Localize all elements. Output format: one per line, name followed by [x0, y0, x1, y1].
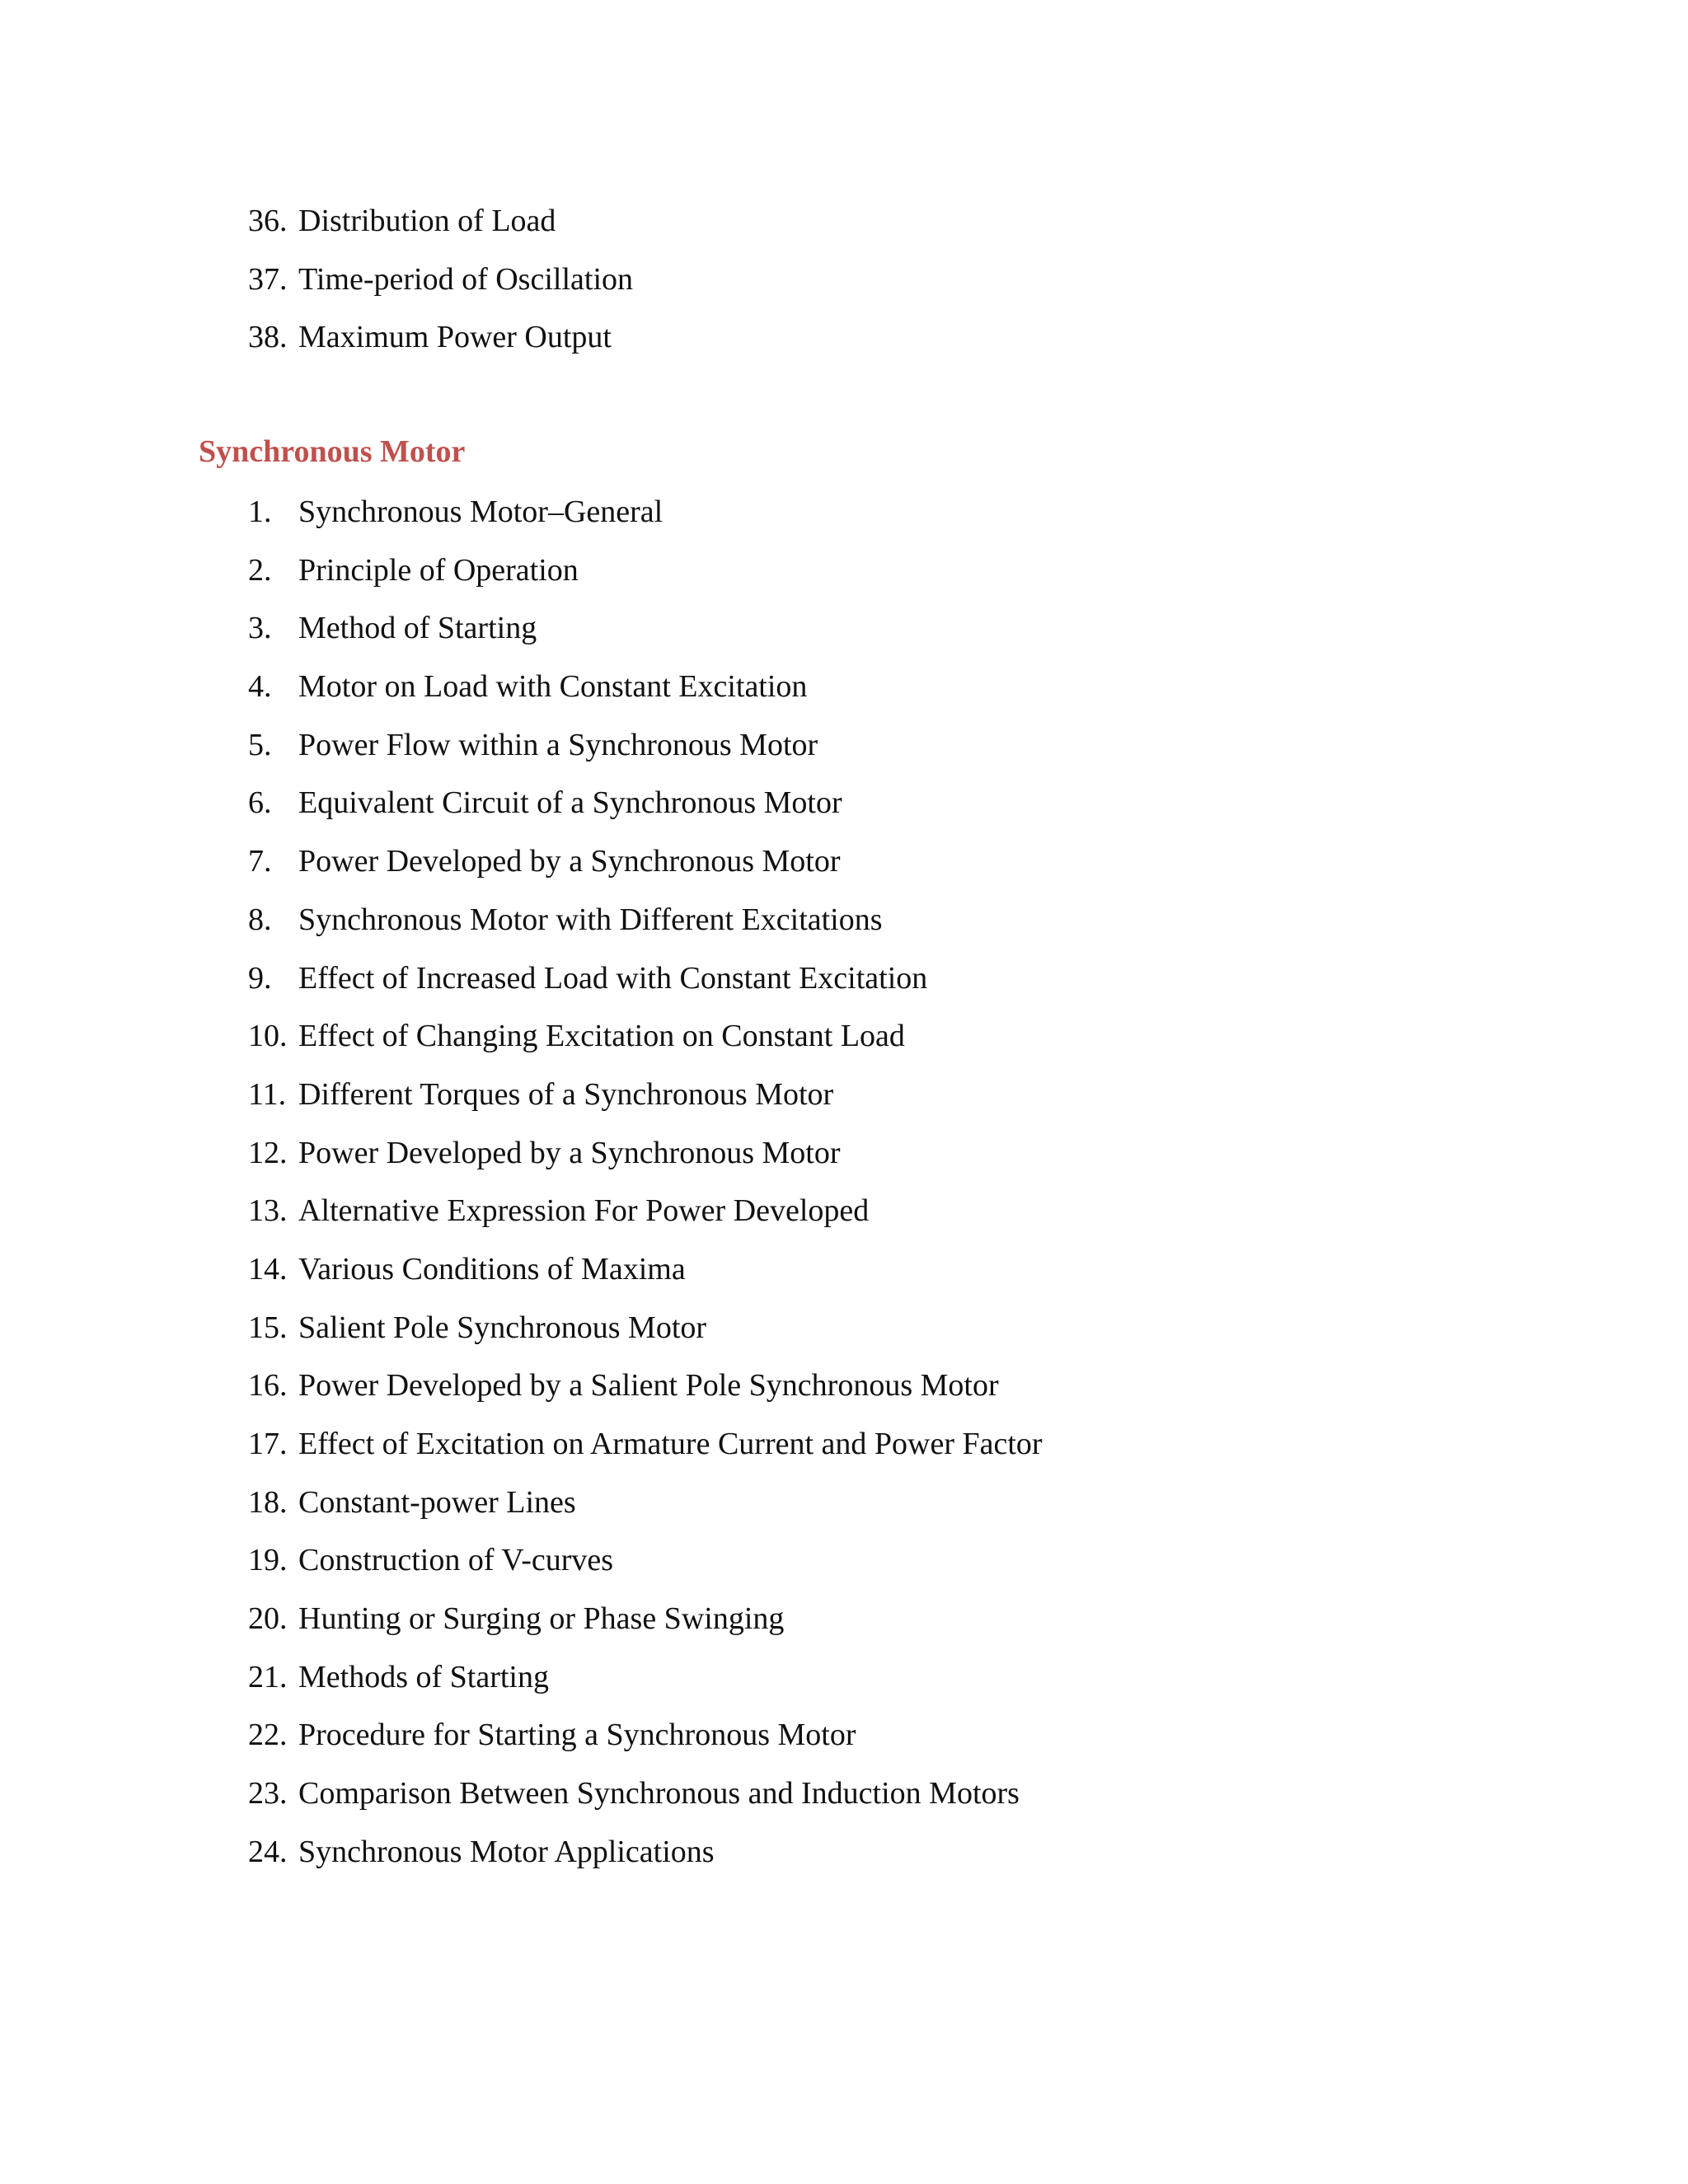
item-title: Effect of Increased Load with Constant Excitation: [298, 960, 928, 996]
list-item: [0, 1357, 1688, 1415]
item-title: Equivalent Circuit of a Synchronous Motor: [298, 785, 842, 821]
item-number: 8.: [248, 902, 272, 937]
list-item: [0, 1765, 1688, 1823]
item-number: 20.: [248, 1601, 288, 1637]
list-item: [0, 891, 1688, 949]
item-number: 17.: [248, 1427, 288, 1461]
list-item: [0, 1823, 1688, 1882]
item-title: Distribution of Load: [298, 204, 556, 238]
item-number: 36.: [248, 204, 288, 238]
item-title: Procedure for Starting a Synchronous Motor: [298, 1718, 856, 1753]
continued-topic-list: [0, 192, 1688, 367]
item-number: 13.: [248, 1193, 288, 1229]
list-item: [0, 1240, 1688, 1299]
list-item: [0, 541, 1688, 600]
item-number: 9.: [248, 960, 272, 996]
item-number: 19.: [248, 1543, 288, 1578]
item-number: 21.: [248, 1659, 288, 1694]
section-topic-list: [0, 483, 1688, 1882]
item-number: 16.: [248, 1368, 288, 1404]
item-number: 10.: [248, 1019, 288, 1054]
list-item: [0, 1648, 1688, 1707]
list-item: [0, 658, 1688, 716]
item-title: Alternative Expression For Power Developed: [298, 1193, 870, 1229]
list-item: [0, 1007, 1688, 1066]
item-number: 23.: [248, 1776, 288, 1811]
list-item: [0, 774, 1688, 832]
item-title: Synchronous Motor Applications: [298, 1834, 715, 1869]
list-item: [0, 1474, 1688, 1532]
list-item: [0, 716, 1688, 775]
item-title: Method of Starting: [298, 611, 537, 646]
item-number: 24.: [248, 1834, 288, 1869]
item-title: Synchronous Motor–General: [298, 494, 663, 529]
list-item: [0, 1182, 1688, 1240]
item-number: 37.: [248, 261, 288, 297]
list-item: [0, 1590, 1688, 1648]
item-number: 18.: [248, 1484, 288, 1520]
item-number: 11.: [248, 1076, 287, 1112]
list-item: [0, 1531, 1688, 1590]
list-item: [0, 1066, 1688, 1124]
item-number: 6.: [248, 785, 272, 821]
item-title: Synchronous Motor with Different Excitations: [298, 902, 883, 937]
item-title: Power Developed by a Synchronous Motor: [298, 844, 841, 879]
item-number: 3.: [248, 611, 272, 646]
item-title: Power Developed by a Synchronous Motor: [298, 1135, 841, 1170]
item-title: Maximum Power Output: [298, 320, 612, 355]
item-number: 1.: [248, 494, 272, 529]
list-item: [0, 1415, 1688, 1474]
item-number: 38.: [248, 320, 288, 355]
item-number: 15.: [248, 1310, 288, 1345]
list-item: [0, 832, 1688, 891]
list-item: [0, 251, 1688, 309]
item-number: 2.: [248, 552, 272, 588]
item-title: Time-period of Oscillation: [298, 261, 633, 297]
item-title: Motor on Load with Constant Excitation: [298, 669, 808, 705]
section-heading: Synchronous Motor: [199, 434, 466, 469]
list-item: [0, 1124, 1688, 1183]
item-title: Construction of V-curves: [298, 1543, 614, 1578]
item-title: Power Developed by a Salient Pole Synchronous Motor: [298, 1368, 999, 1404]
item-title: Salient Pole Synchronous Motor: [298, 1310, 707, 1345]
list-item: [0, 1299, 1688, 1357]
item-title: Various Conditions of Maxima: [298, 1251, 686, 1286]
item-title: Principle of Operation: [298, 552, 579, 588]
list-item: [0, 483, 1688, 541]
list-item: [0, 308, 1688, 367]
item-number: 5.: [248, 727, 272, 762]
item-title: Effect of Excitation on Armature Current and Power Factor: [298, 1427, 1043, 1461]
item-title: Power Flow within a Synchronous Motor: [298, 727, 818, 762]
item-number: 22.: [248, 1718, 288, 1753]
list-item: [0, 949, 1688, 1008]
list-item: [0, 599, 1688, 658]
item-number: 7.: [248, 844, 272, 879]
item-number: 14.: [248, 1251, 288, 1286]
item-number: 4.: [248, 669, 272, 705]
item-title: Comparison Between Synchronous and Induction Motors: [298, 1776, 1020, 1811]
item-title: Effect of Changing Excitation on Constant Load: [298, 1019, 905, 1054]
item-title: Methods of Starting: [298, 1659, 549, 1694]
item-title: Constant-power Lines: [298, 1484, 576, 1520]
item-title: Hunting or Surging or Phase Swinging: [298, 1601, 785, 1637]
item-number: 12.: [248, 1135, 288, 1170]
list-item: [0, 1706, 1688, 1765]
list-item: [0, 192, 1688, 251]
item-title: Different Torques of a Synchronous Motor: [298, 1076, 834, 1112]
